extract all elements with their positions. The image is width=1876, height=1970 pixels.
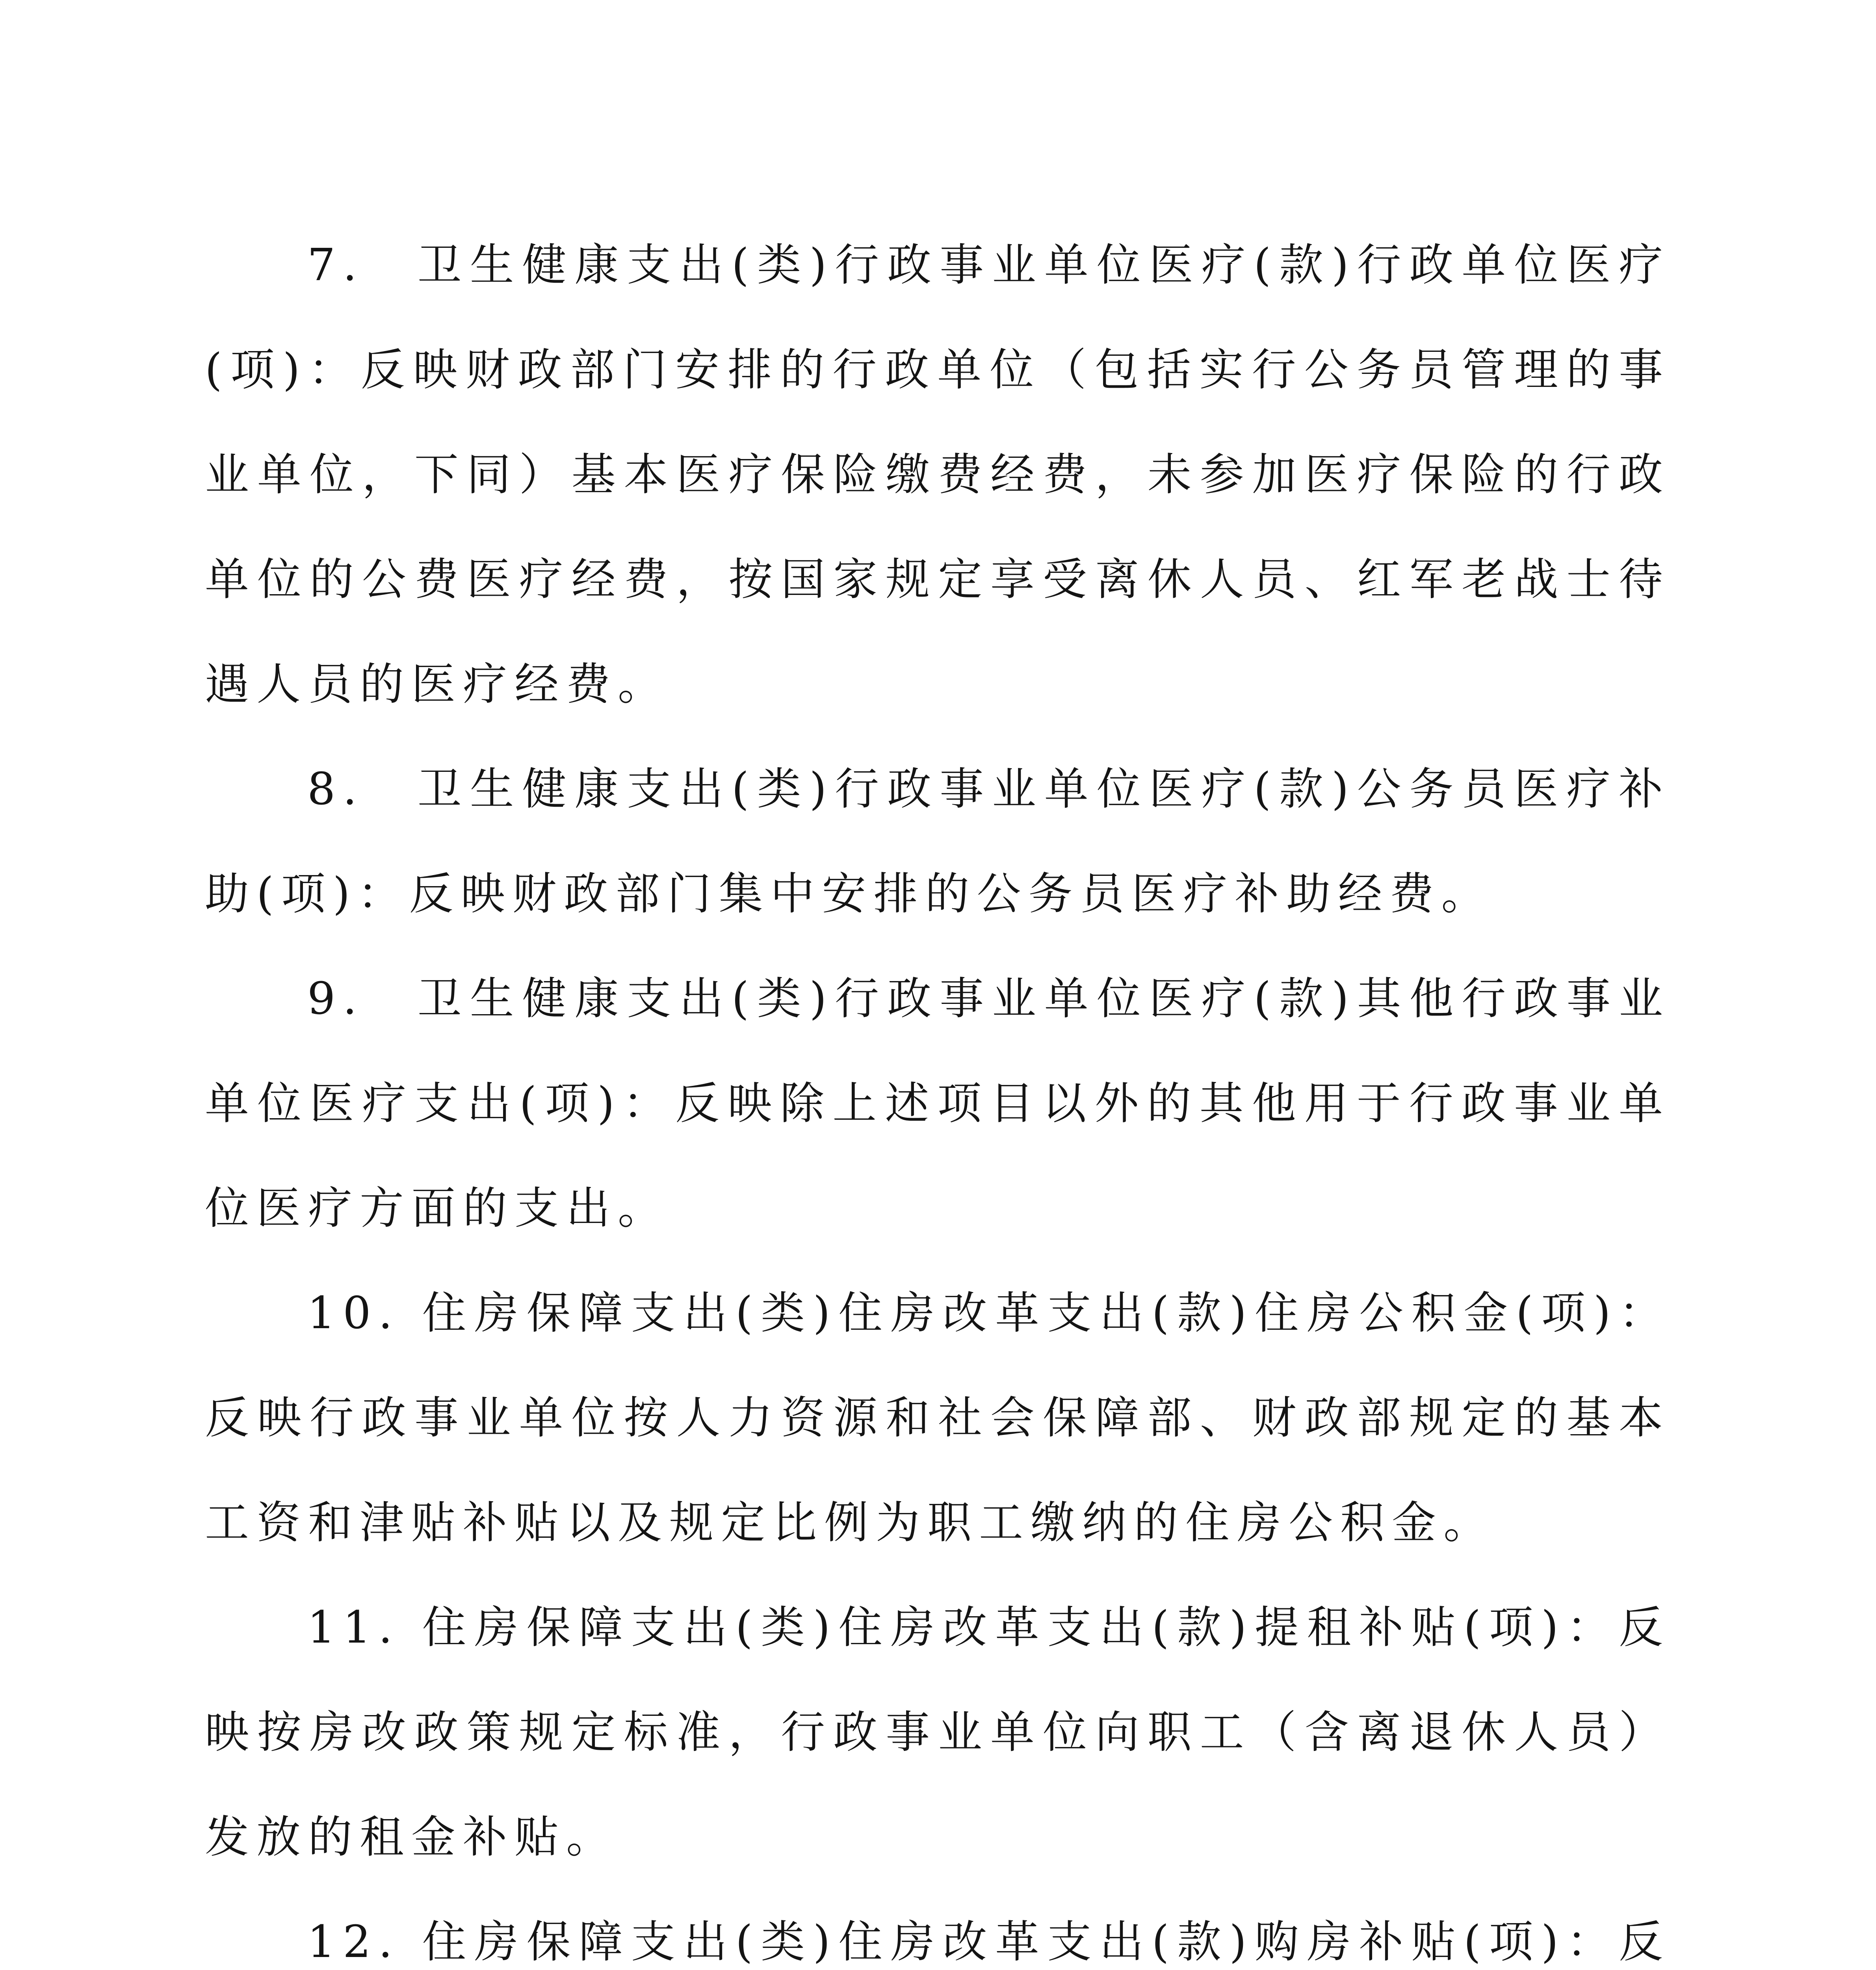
paragraph-item-9: 9. 卫生健康支出(类)行政事业单位医疗(款)其他行政事业单位医疗支出(项)：反映除上述项目以外的其他用于行政事业单位医疗方面的支出。 [205,973,1670,1234]
paragraph-item-10: 10. 住房保障支出(类)住房改革支出(款)住房公积金(项)：反映行政事业单位按人力资源和社会保障部、财政部规定的基本工资和津贴补贴以及规定比例为职工缴纳的住房公积金。 [205,1288,1670,1548]
paragraph-item-12: 12. 住房保障支出(类)住房改革支出(款)购房补贴(项)：反 [307,1916,1670,1968]
body-text [205,213,1670,1970]
paragraph-item-8: 8. 卫生健康支出(类)行政事业单位医疗(款)公务员医疗补助(项)：反映财政部门集中安排的公务员医疗补助经费。 [205,764,1670,920]
paragraph-item-7: 7. 卫生健康支出(类)行政事业单位医疗(款)行政单位医疗(项)：反映财政部门安排的行政单位（包括实行公务员管理的事业单位，下同）基本医疗保险缴费经费，未参加医疗保险的行政单位的公费医疗经费，按国家规定享受离休人员、红军老战士待遇人员的医疗经费。 [205,240,1670,710]
paragraph-item-11: 11. 住房保障支出(类)住房改革支出(款)提租补贴(项)：反映按房改政策规定标准，行政事业单位向职工（含离退休人员）发放的租金补贴。 [205,1602,1670,1863]
